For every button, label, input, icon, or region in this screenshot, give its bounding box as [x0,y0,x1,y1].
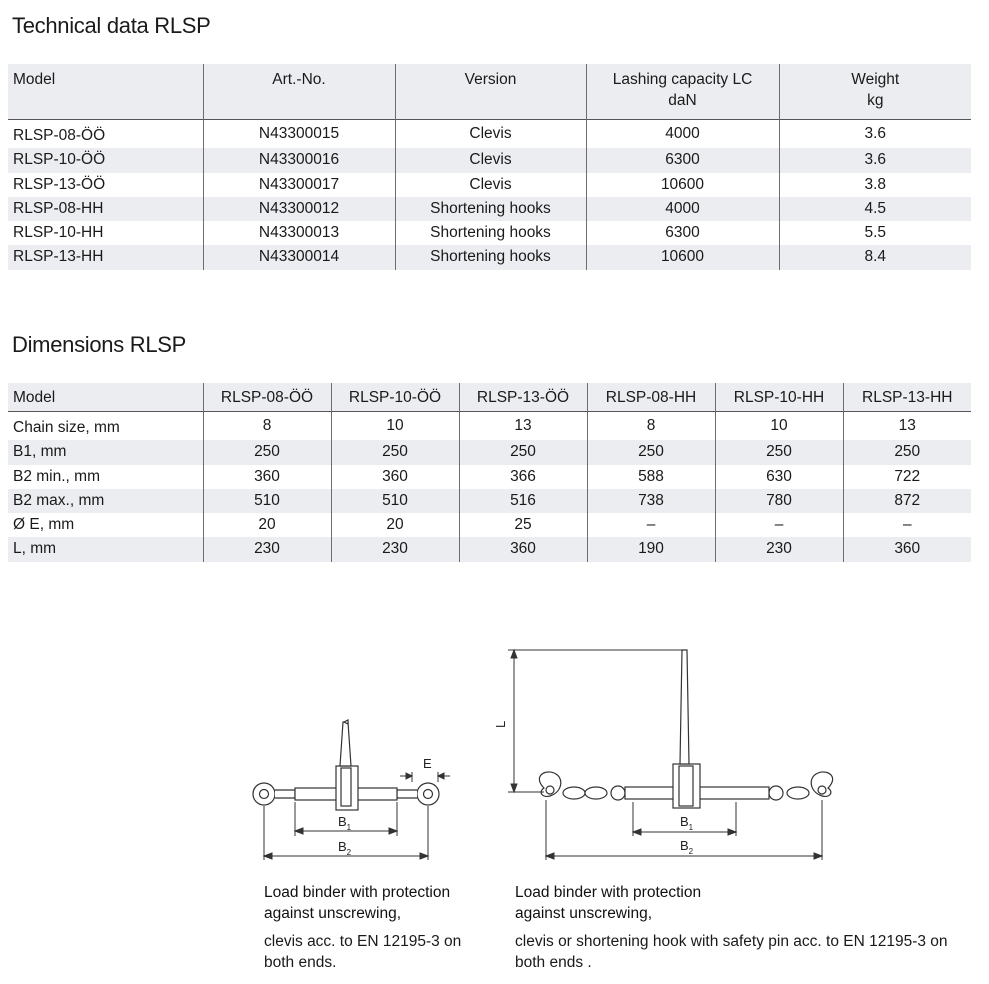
table-row [8,465,971,489]
load-binder-clevis-drawing [240,710,470,870]
left-caption-text-2: both ends. [264,954,337,971]
table-cell: 250 [715,440,843,464]
left-caption-title-1: Load binder with protection [264,884,451,901]
dim-label-b2: B [338,839,347,854]
dim-label-e: E [423,756,432,771]
table-cell: 4000 [586,197,779,221]
table-cell: Shortening hooks [395,221,586,245]
table-cell: 8.4 [779,245,971,269]
header-cell: Version [395,64,586,120]
table-cell: 3.6 [779,120,971,149]
table-cell: RLSP-08-ÖÖ [13,127,106,144]
table-cell: 6300 [586,148,779,172]
header-cell: RLSP-10-ÖÖ [331,383,459,412]
table-cell: 360 [459,537,587,561]
table-cell: 360 [203,465,331,489]
table-cell: 516 [459,489,587,513]
dim-label-b1: B [680,814,689,829]
table-cell: Shortening hooks [395,245,586,269]
table-cell: 5.5 [779,221,971,245]
svg-text:B2 [338,839,352,857]
header-cell: RLSP-08-ÖÖ [203,383,331,412]
table-cell: N43300016 [203,148,395,172]
table-cell: 366 [459,465,587,489]
table-cell: Shortening hooks [395,197,586,221]
table-cell: 8 [203,412,331,441]
svg-text:B1 [338,814,352,832]
dim-label-b2: B [680,838,689,853]
table-row [8,412,971,441]
table-row [8,513,971,537]
table-cell: N43300015 [203,120,395,149]
table-header-row [8,383,971,412]
load-binder-hooks-drawing [488,640,838,870]
table-cell: 13 [459,412,587,441]
dimensions-table [8,383,971,562]
right-caption [515,882,975,973]
table-row [8,537,971,561]
table-row [8,245,971,269]
table-cell: 10 [715,412,843,441]
table-cell: 3.6 [779,148,971,172]
table-cell: N43300017 [203,173,395,197]
table-cell: Clevis [395,148,586,172]
table-cell: 722 [843,465,971,489]
header-cell: RLSP-08-HH [587,383,715,412]
table-cell: 4.5 [779,197,971,221]
table-cell: B2 max., mm [8,489,203,513]
table-cell: 738 [587,489,715,513]
table-cell: B2 min., mm [13,467,100,485]
table-cell: 360 [331,465,459,489]
header-cell: RLSP-13-HH [843,383,971,412]
header-cell: RLSP-10-HH [715,383,843,412]
table-cell: RLSP-13-HH [8,245,203,269]
table-cell: RLSP-13-ÖÖ [13,175,106,193]
dim-label-b2-sub: 2 [688,847,694,856]
table-cell: 510 [331,489,459,513]
header-cell: Model [8,64,203,120]
dim-label-b1-sub: 1 [346,823,352,832]
table-cell: N43300014 [203,245,395,269]
right-caption-title-1: Load binder with protection [515,884,702,901]
table-row [8,440,971,464]
table-cell: 190 [587,537,715,561]
header-cell: Weight kg [779,64,971,120]
dim-label-b2-sub: 2 [346,848,352,857]
table-cell: RLSP-10-ÖÖ [8,148,203,172]
table-cell: – [587,513,715,537]
header-cell: Art.-No. [203,64,395,120]
table-cell: 510 [203,489,331,513]
table-row [8,120,971,149]
table-cell: Clevis [395,173,586,197]
table-cell: N43300013 [203,221,395,245]
table-cell: 250 [203,440,331,464]
dimensions-title: Dimensions RLSP [12,332,187,357]
right-caption-text-2: both ends . [515,954,592,971]
left-caption [264,882,494,973]
dim-label-b1-sub: 1 [688,823,694,832]
table-row [8,221,971,245]
table-cell: 6300 [586,221,779,245]
header-cell: RLSP-13-ÖÖ [459,383,587,412]
table-cell: 230 [331,537,459,561]
svg-text:B1 [680,814,694,832]
table-cell: 13 [843,412,971,441]
table-cell: – [715,513,843,537]
table-cell: 3.8 [779,173,971,197]
table-cell: RLSP-10-HH [13,224,104,242]
table-cell: 10600 [586,173,779,197]
table-cell: 10600 [586,245,779,269]
table-cell: 230 [715,537,843,561]
table-cell: 250 [331,440,459,464]
left-caption-text-1: clevis acc. to EN 12195-3 on [264,933,462,950]
table-row [8,197,971,221]
table-cell: 360 [843,537,971,561]
table-cell: RLSP-08-HH [8,197,203,221]
table-cell: 780 [715,489,843,513]
table-row [8,489,971,513]
table-cell: – [843,513,971,537]
right-caption-title-2: against unscrewing, [515,905,652,922]
header-cell: Model [8,383,203,412]
table-cell: 588 [587,465,715,489]
header-cell: Lashing capacity LC daN [586,64,779,120]
table-cell: 250 [843,440,971,464]
table-cell: 250 [459,440,587,464]
table-row [8,173,971,197]
table-cell: 10 [331,412,459,441]
table-cell: Ø E, mm [13,516,75,534]
dim-label-l: L [493,720,508,728]
table-cell: 4000 [586,120,779,149]
table-cell: 230 [203,537,331,561]
table-cell: 20 [331,513,459,537]
left-caption-title-2: against unscrewing, [264,905,401,922]
table-header-row [8,64,971,120]
table-cell: Chain size, mm [13,419,120,436]
table-cell: Clevis [395,120,586,149]
table-cell: 25 [459,513,587,537]
table-cell: 20 [203,513,331,537]
table-cell: B1, mm [8,440,203,464]
technical-data-table [8,64,971,270]
table-cell: N43300012 [203,197,395,221]
table-cell: 630 [715,465,843,489]
table-cell: L, mm [8,537,203,561]
technical-data-title: Technical data RLSP [12,13,211,38]
table-cell: 250 [587,440,715,464]
table-cell: 8 [587,412,715,441]
table-cell: 872 [843,489,971,513]
right-caption-text-1: clevis or shortening hook with safety pin acc. to EN 12195-3 on [515,933,948,950]
dim-label-b1: B [338,814,347,829]
table-row [8,148,971,172]
svg-text:B2 [680,838,694,856]
